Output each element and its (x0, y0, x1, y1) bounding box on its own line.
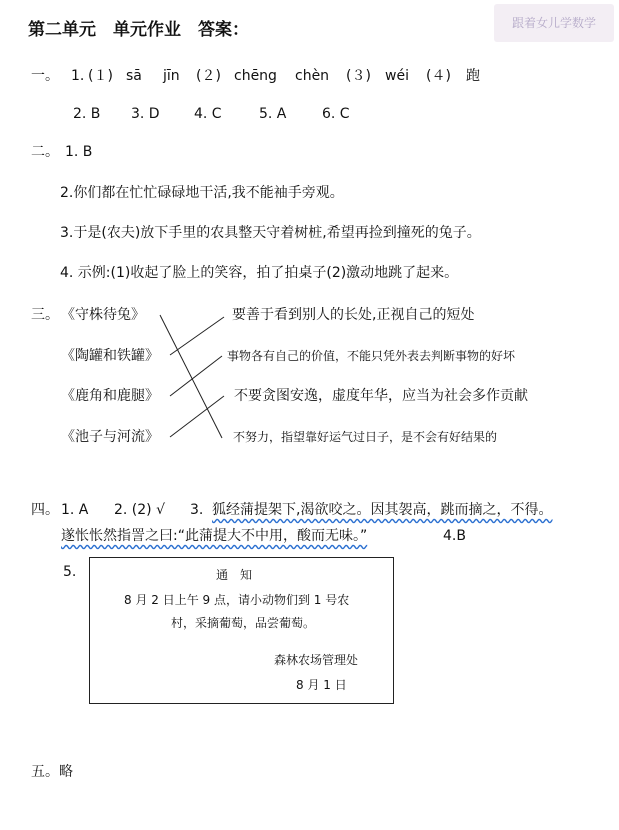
s1-answer-2: 2. B (73, 106, 101, 122)
match-line-4 (170, 396, 224, 437)
section-4-label: 四。 (31, 502, 59, 518)
notice-box (89, 557, 394, 704)
s2-answer-4: 4. 示例:(1)收起了脸上的笑容，拍了拍桌子(2)激动地跳了起来。 (60, 265, 459, 281)
match-right-4: 不努力，指望靠好运气过日子，是不会有好结果的 (233, 430, 498, 444)
s1-answer-5: 5. A (259, 106, 287, 122)
match-left-2: 《陶罐和铁罐》 (61, 348, 159, 364)
s1-q1-num: 1. (71, 68, 85, 84)
section-1-label: 一。 (31, 68, 59, 84)
match-left-4: 《池子与河流》 (61, 429, 159, 445)
s1-q1-part3-a: wéi (385, 68, 409, 84)
s1-q1-part2-a: chēng (234, 68, 277, 84)
match-line-1 (160, 315, 222, 438)
notice-date: 8 月 1 日 (296, 678, 347, 692)
page-title: 第二单元 单元作业 答案： (28, 20, 249, 40)
section-3-label: 三。 (31, 307, 59, 323)
s1-q1-part1: (１) (88, 68, 113, 84)
match-line-2 (170, 317, 224, 355)
notice-heading: 通 知 (216, 568, 253, 582)
notice-sender: 森林农场管理处 (274, 653, 359, 667)
notice-body-1: 8 月 2 日上午 9 点，请小动物们到 1 号农 (124, 593, 350, 607)
s1-q1-part3: (３) (346, 68, 371, 84)
section-2-label: 二。 (31, 144, 59, 160)
s2-answer-1: 1. B (65, 144, 93, 160)
s2-answer-3: 3.于是(农夫)放下手里的农具整天守着树桩,希望再捡到撞死的兔子。 (60, 225, 481, 241)
s1-answer-6: 6. C (322, 106, 350, 122)
match-right-2: 事物各有自己的价值，不能只凭外表去判断事物的好坏 (227, 349, 516, 363)
s4-answer-4: 4.B (443, 528, 466, 544)
s4-answer-3-text-2: 遂怅怅然指詈之曰:“此蒲提大不中用，酸而无味。” (61, 528, 368, 544)
s1-answer-3: 3. D (131, 106, 160, 122)
s2-answer-2: 2.你们都在忙忙碌碌地干活,我不能袖手旁观。 (60, 185, 344, 201)
match-right-1: 要善于看到别人的长处,正视自己的短处 (232, 307, 475, 323)
s4-answer-3-num: 3. (190, 502, 204, 518)
s1-q1-part4: (４) (426, 68, 451, 84)
s1-answer-4: 4. C (194, 106, 222, 122)
match-line-3 (170, 356, 222, 396)
s4-answer-1: 1. A (61, 502, 89, 518)
match-left-1: 《守株待兔》 (61, 307, 145, 323)
notice-body-2: 村，采摘葡萄，品尝葡萄。 (171, 616, 316, 630)
s1-q1-part2: (２) (196, 68, 221, 84)
s1-q1-part2-b: chèn (295, 68, 330, 84)
match-left-3: 《鹿角和鹿腿》 (61, 388, 159, 404)
section-5-label: 五。略 (31, 764, 73, 780)
match-right-3: 不要贪图安逸，虚度年华，应当为社会多作贡献 (234, 388, 528, 404)
s4-answer-2: 2. (2) √ (114, 502, 166, 518)
s4-answer-5-num: 5. (63, 564, 77, 580)
watermark-text: 跟着女儿学数学 (511, 16, 596, 30)
s4-answer-3-text-1: 狐经蒲提架下,渴欲咬之。因其袈高，跳而摘之，不得。 (212, 502, 553, 518)
s1-q1-part1-b: jīn (163, 68, 180, 84)
s1-q1-part4-a: 跑 (466, 68, 480, 84)
s1-q1-part1-a: sā (126, 68, 142, 84)
